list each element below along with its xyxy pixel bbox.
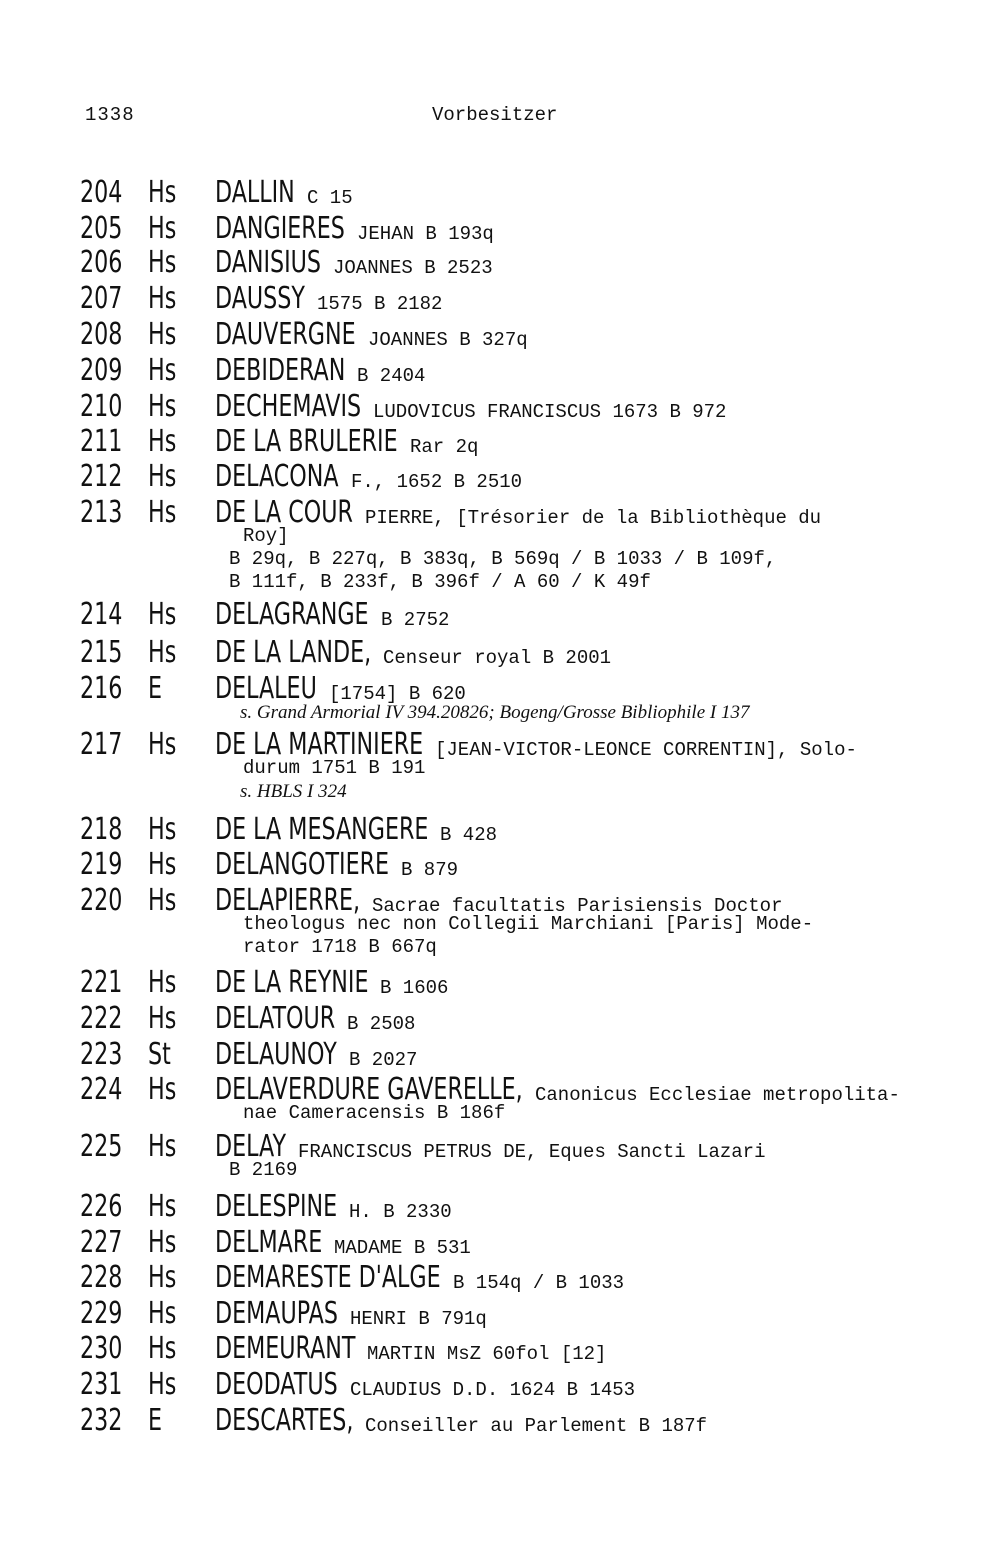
- entry-code: Hs: [148, 211, 177, 246]
- entry-number: 214: [80, 597, 123, 632]
- entry-detail: B 2404: [357, 365, 426, 387]
- entry-detail: B 879: [401, 859, 459, 881]
- entry-continuation: Roy]: [243, 525, 289, 547]
- entry-name: DEMAUPAS: [215, 1296, 338, 1331]
- entry-detail: PIERRE, [Trésorier de la Bibliothèque du: [365, 507, 822, 529]
- entry-body: [215, 282, 975, 321]
- entry-name: DELAUNOY: [215, 1037, 337, 1072]
- entry-code: Hs: [148, 883, 177, 918]
- entry-continuation: nae Cameracensis B 186f: [243, 1102, 506, 1124]
- entry-continuation: durum 1751 B 191: [243, 757, 426, 779]
- running-title: Vorbesitzer: [432, 104, 558, 126]
- entry-name: DE LA LANDE,: [215, 635, 372, 670]
- entry-detail: JEHAN B 193q: [357, 223, 494, 245]
- entry-name: DALLIN: [215, 175, 295, 210]
- entry-detail: FRANCISCUS PETRUS DE, Eques Sancti Lazari: [298, 1141, 766, 1163]
- entry-code: St: [148, 1037, 171, 1072]
- entry-number: 210: [80, 389, 123, 424]
- entry-detail: 1575 B 2182: [317, 293, 443, 315]
- entry-detail: B 1606: [380, 977, 449, 999]
- entry-body: [215, 1261, 975, 1300]
- entry-code: Hs: [148, 495, 177, 530]
- entry-detail: F., 1652 B 2510: [351, 471, 523, 493]
- entry-number: 207: [80, 281, 123, 316]
- entry-name: DEMARESTE D'ALGE: [215, 1260, 441, 1295]
- entry-number: 215: [80, 635, 123, 670]
- entry-name: DELAVERDURE GAVERELLE,: [215, 1072, 523, 1107]
- entry-name: DEODATUS: [215, 1367, 338, 1402]
- entry-number: 216: [80, 671, 123, 706]
- entry-continuation: B 111f, B 233f, B 396f / A 60 / K 49f: [229, 571, 651, 593]
- entry-name: DELALEU: [215, 671, 317, 706]
- entry-body: [215, 1368, 975, 1407]
- entry-code: Hs: [148, 1367, 177, 1402]
- entry-code: Hs: [148, 353, 177, 388]
- entry-number: 225: [80, 1129, 123, 1164]
- entry-code: E: [148, 1403, 163, 1438]
- entry-continuation: B 29q, B 227q, B 383q, B 569q / B 1033 / B 109f,: [229, 548, 777, 570]
- entry-code: Hs: [148, 245, 177, 280]
- entry-body: [215, 1404, 975, 1443]
- entry-code: Hs: [148, 424, 177, 459]
- entry-body: [215, 1332, 975, 1371]
- entry-number: 211: [80, 424, 123, 459]
- entry-body: [215, 1072, 975, 1124]
- entry-code: Hs: [148, 965, 177, 1000]
- entry-name: DESCARTES,: [215, 1403, 354, 1438]
- entry-code: Hs: [148, 1072, 177, 1107]
- entry-name: DEBIDERAN: [215, 353, 346, 388]
- entry-number: 213: [80, 495, 123, 530]
- entry-number: 218: [80, 812, 123, 847]
- entry-continuation: rator 1718 B 667q: [243, 936, 437, 958]
- entry-name: DE LA MESANGERE: [215, 812, 429, 847]
- entry-body: [215, 176, 975, 215]
- entry-name: DELAGRANGE: [215, 597, 369, 632]
- entry-code: Hs: [148, 635, 177, 670]
- entry-code: Hs: [148, 847, 177, 882]
- entry-detail: B 2027: [349, 1049, 418, 1071]
- entry-code: Hs: [148, 1225, 177, 1260]
- entry-body: [215, 598, 975, 637]
- entry-number: 204: [80, 175, 123, 210]
- entry-continuation: B 2169: [229, 1159, 298, 1181]
- page-header: [0, 104, 1000, 132]
- entry-detail: JOANNES B 2523: [333, 257, 493, 279]
- entry-detail: B 2508: [347, 1013, 416, 1035]
- entry-name: DELACONA: [215, 459, 339, 494]
- entry-number: 206: [80, 245, 123, 280]
- entry-body: [215, 318, 975, 357]
- entry-detail: MARTIN MsZ 60fol [12]: [367, 1343, 607, 1365]
- entry-body: [215, 1002, 975, 1041]
- entry-body: [215, 966, 975, 1005]
- entry-name: DELAPIERRE,: [215, 883, 361, 918]
- entry-number: 226: [80, 1189, 123, 1224]
- entry-body: [215, 1190, 975, 1229]
- entry-name: DANISIUS: [215, 245, 322, 280]
- entry-number: 221: [80, 965, 123, 1000]
- entry-detail: LUDOVICUS FRANCISCUS 1673 B 972: [373, 401, 727, 423]
- entry-name: DANGIERES: [215, 211, 345, 246]
- entry-detail: B 154q / B 1033: [453, 1272, 625, 1294]
- entry-detail: [JEAN-VICTOR-LEONCE CORRENTIN], Solo-: [435, 739, 857, 761]
- entry-detail: Censeur royal B 2001: [383, 647, 612, 669]
- entry-number: 223: [80, 1037, 123, 1072]
- entry-name: DE LA BRULERIE: [215, 424, 398, 459]
- entry-name: DE LA REYNIE: [215, 965, 369, 1000]
- entry-name: DE LA MARTINIERE: [215, 727, 424, 762]
- entry-number: 219: [80, 847, 123, 882]
- entry-number: 228: [80, 1260, 123, 1295]
- entry-number: 208: [80, 317, 123, 352]
- entry-code: Hs: [148, 1129, 177, 1164]
- entry-detail: B 2752: [381, 609, 450, 631]
- entry-detail: H. B 2330: [349, 1201, 452, 1223]
- entry-code: E: [148, 671, 163, 706]
- entry-code: Hs: [148, 459, 177, 494]
- entry-code: Hs: [148, 727, 177, 762]
- entry-reference: s. Grand Armorial IV 394.20826; Bogeng/Grosse Bibliophile I 137: [240, 702, 750, 723]
- entry-code: Hs: [148, 1001, 177, 1036]
- entry-code: Hs: [148, 175, 177, 210]
- entry-number: 220: [80, 883, 123, 918]
- entry-name: DELMARE: [215, 1225, 323, 1260]
- entry-name: DELESPINE: [215, 1189, 338, 1224]
- entry-name: DAUSSY: [215, 281, 305, 316]
- entry-code: Hs: [148, 1296, 177, 1331]
- entry-detail: [1754] B 620: [329, 683, 466, 705]
- entry-detail: Canonicus Ecclesiae metropolita-: [535, 1084, 900, 1106]
- entry-name: DECHEMAVIS: [215, 389, 362, 424]
- entry-detail: JOANNES B 327q: [368, 329, 528, 351]
- entry-number: 224: [80, 1072, 123, 1107]
- entry-detail: CLAUDIUS D.D. 1624 B 1453: [350, 1379, 636, 1401]
- entry-number: 230: [80, 1331, 123, 1366]
- entry-detail: Conseiller au Parlement B 187f: [365, 1415, 708, 1437]
- entry-number: 229: [80, 1296, 123, 1331]
- entry-name: DELAY: [215, 1129, 287, 1164]
- entry-number: 209: [80, 353, 123, 388]
- entry-detail: HENRI B 791q: [350, 1308, 487, 1330]
- entry-detail: Rar 2q: [410, 436, 479, 458]
- page-number: 1338: [85, 104, 135, 126]
- entry-body: [215, 883, 975, 958]
- entry-continuation: theologus nec non Collegii Marchiani [Paris] Mode-: [243, 913, 814, 935]
- entry-name: DAUVERGNE: [215, 317, 356, 352]
- entry-code: Hs: [148, 812, 177, 847]
- entry-name: DEMEURANT: [215, 1331, 356, 1366]
- entry-body: [215, 848, 975, 887]
- entry-number: 212: [80, 459, 123, 494]
- entry-name: DE LA COUR: [215, 495, 353, 530]
- entry-body: [215, 354, 975, 393]
- entry-body: [215, 671, 975, 723]
- entry-number: 222: [80, 1001, 123, 1036]
- entry-detail: MADAME B 531: [334, 1237, 471, 1259]
- entry-code: Hs: [148, 1260, 177, 1295]
- entry-name: DELATOUR: [215, 1001, 336, 1036]
- entry-number: 227: [80, 1225, 123, 1260]
- entry-body: [215, 246, 975, 285]
- entry-body: [215, 636, 975, 675]
- entry-body: [215, 1129, 975, 1181]
- entry-name: DELANGOTIERE: [215, 847, 390, 882]
- entry-number: 217: [80, 727, 123, 762]
- entry-code: Hs: [148, 281, 177, 316]
- entry-code: Hs: [148, 597, 177, 632]
- entry-code: Hs: [148, 389, 177, 424]
- entry-body: [215, 727, 975, 802]
- entry-detail: Sacrae facultatis Parisiensis Doctor: [372, 895, 783, 917]
- entry-code: Hs: [148, 317, 177, 352]
- entry-body: [215, 460, 975, 499]
- entry-detail: C 15: [307, 187, 353, 209]
- entry-reference: s. HBLS I 324: [240, 781, 347, 802]
- entry-code: Hs: [148, 1189, 177, 1224]
- entry-body: [215, 495, 975, 593]
- entry-number: 205: [80, 211, 123, 246]
- entry-code: Hs: [148, 1331, 177, 1366]
- entry-number: 231: [80, 1367, 123, 1402]
- entry-number: 232: [80, 1403, 123, 1438]
- entry-detail: B 428: [440, 824, 498, 846]
